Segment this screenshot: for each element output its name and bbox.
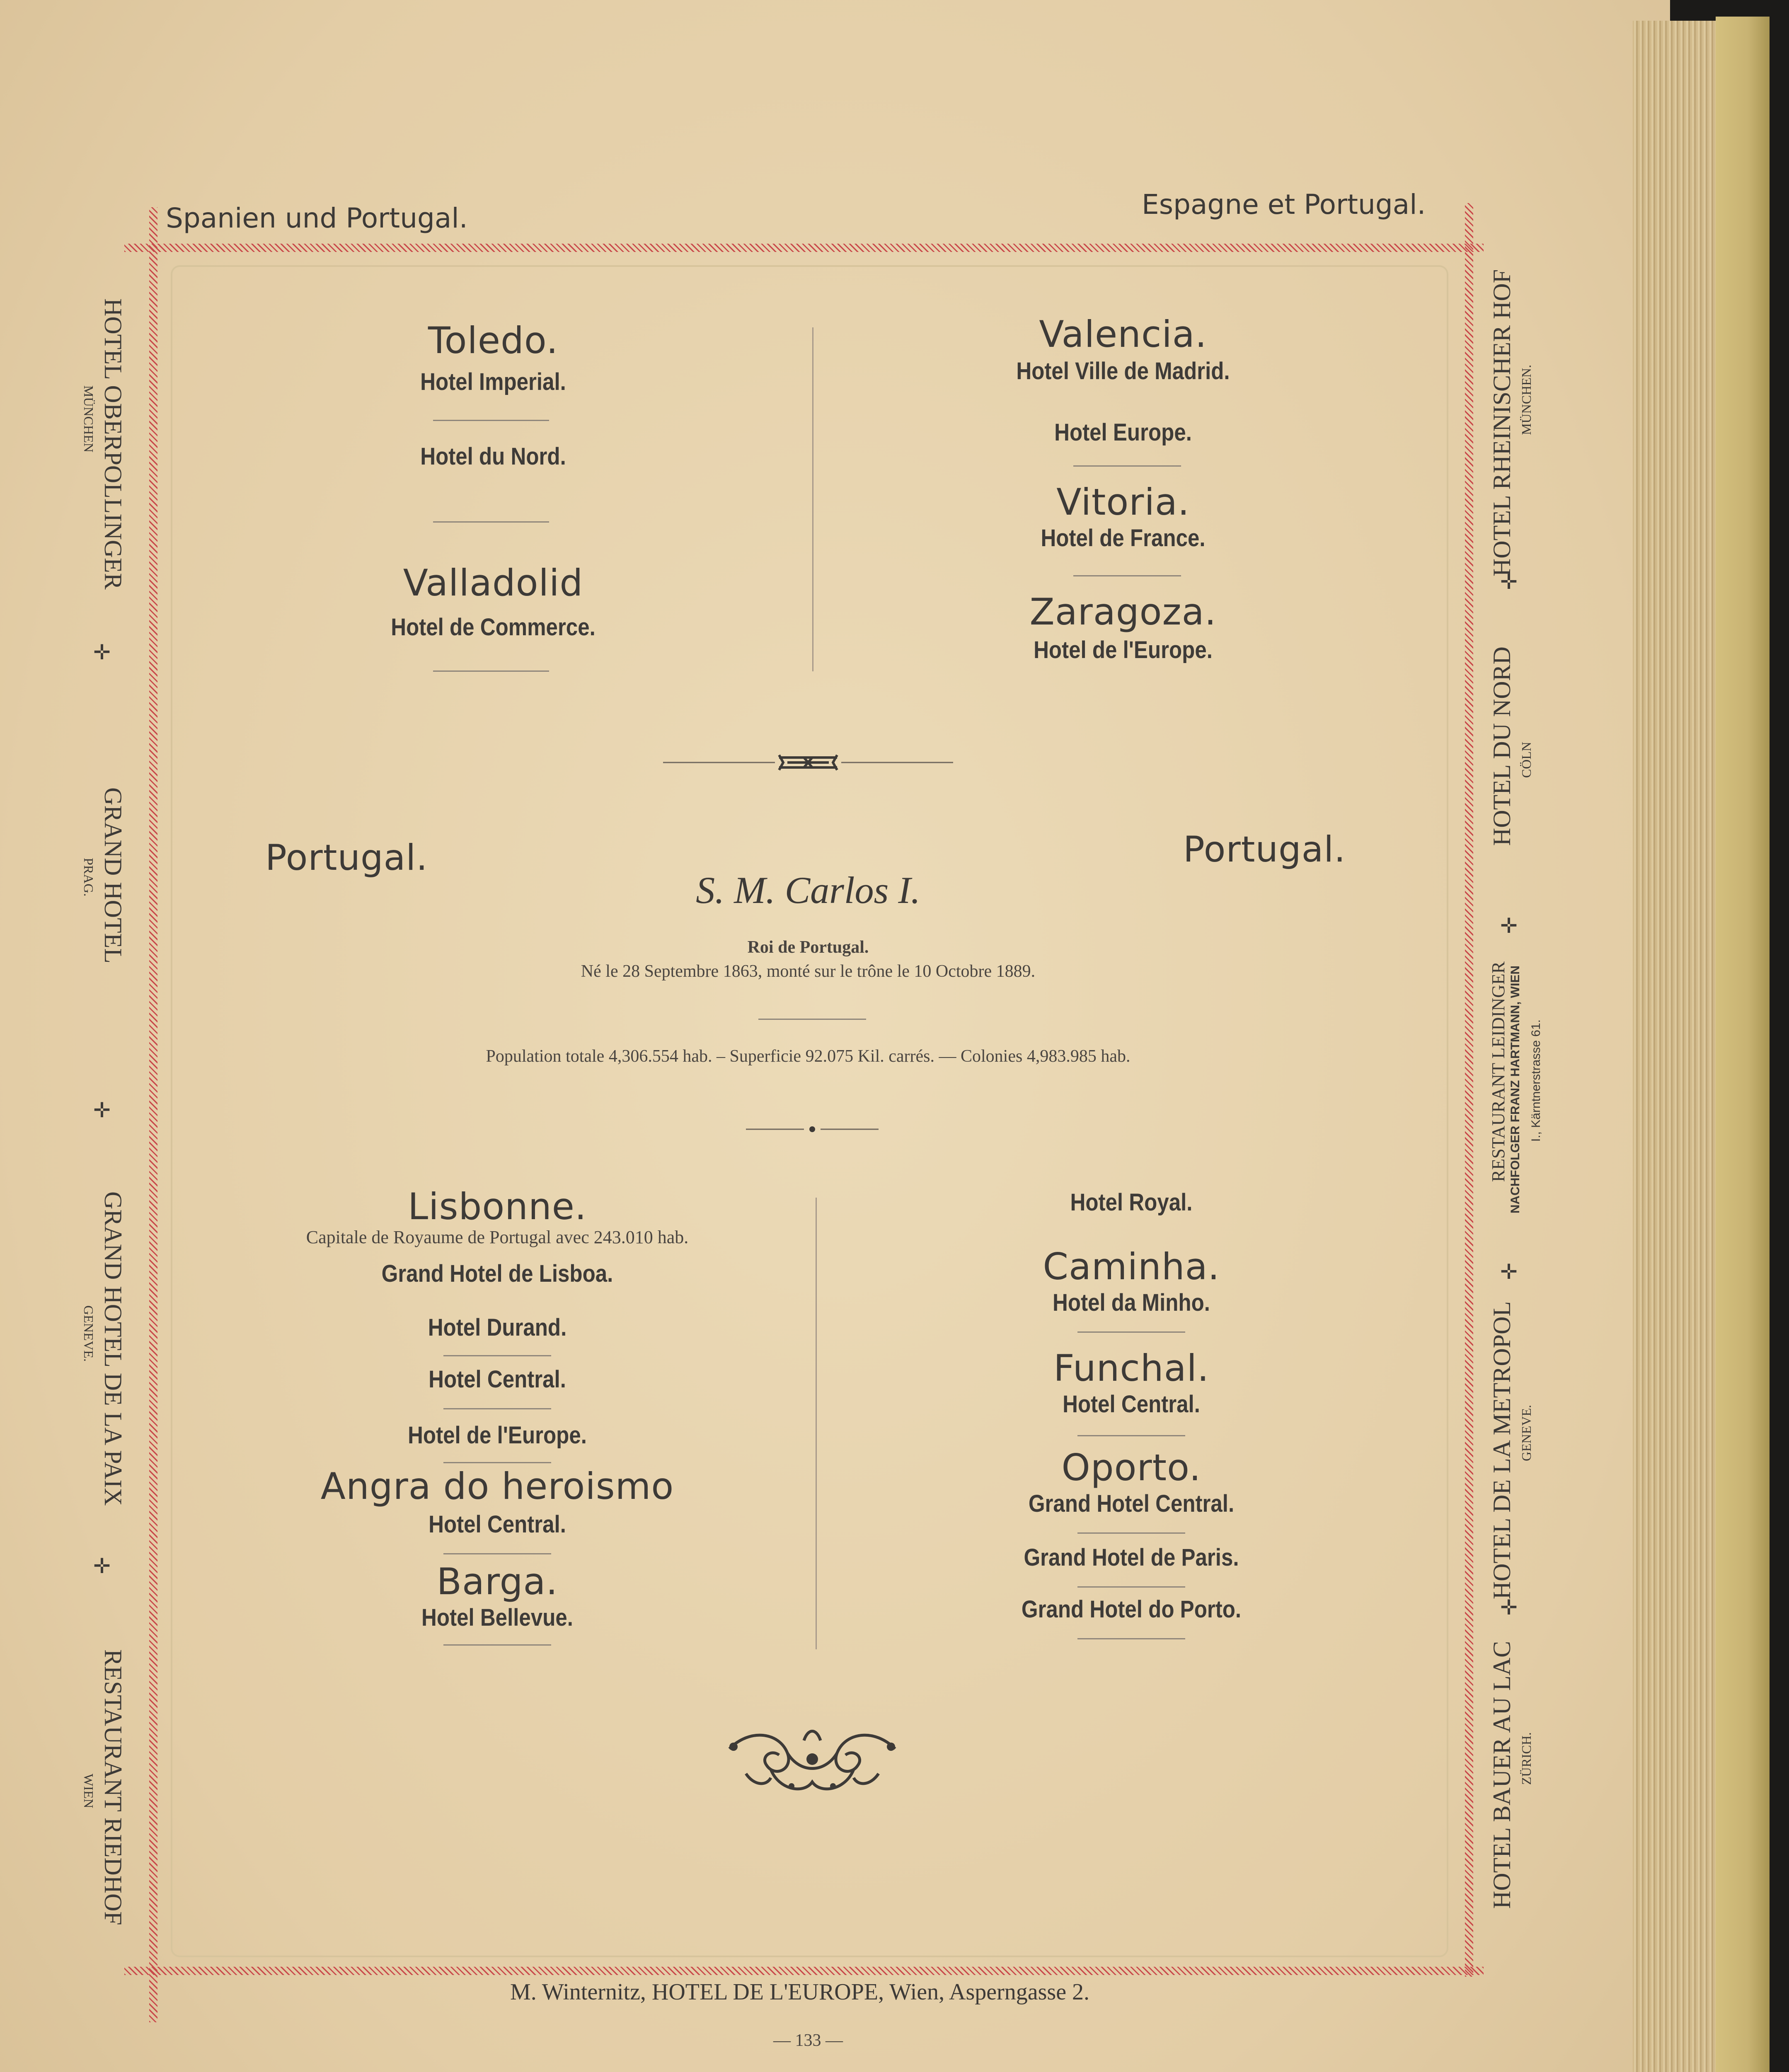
population-stats: Population totale 4,306.554 hab. – Superficie 92.075 Kil. carrés. — Colonies 4,983.985 hab.	[486, 1047, 1131, 1066]
frame-right	[1465, 203, 1473, 1977]
divider-rule	[443, 1553, 551, 1554]
frame-top	[124, 244, 1484, 252]
king-title: Roi de Portugal.	[747, 938, 869, 957]
city-valencia: Valencia.	[1039, 313, 1207, 356]
city-zaragoza: Zaragoza.	[1029, 591, 1217, 633]
ad-hotel-du-nord: HOTEL DU NORD	[1488, 646, 1515, 846]
hotel-entry: Hotel de l'Europe.	[408, 1422, 587, 1449]
hotel-entry: Grand Hotel Central.	[1028, 1490, 1235, 1517]
hotel-entry: Grand Hotel de Paris.	[1024, 1544, 1239, 1571]
lisbonne-note: Capitale de Royaume de Portugal avec 243.010 hab.	[306, 1227, 689, 1247]
hotel-entry: Grand Hotel do Porto.	[1021, 1596, 1242, 1623]
separator-cross-icon: ✛	[93, 1098, 111, 1122]
separator-cross-icon: ✛	[1500, 1260, 1518, 1284]
ad-paix-city: GENEVE.	[81, 1305, 96, 1362]
divider-rule	[433, 521, 549, 523]
header-right: Espagne et Portugal.	[1142, 189, 1426, 220]
decorative-vignette	[721, 1724, 903, 1798]
ad-oberpollinger-city: MÜNCHEN	[81, 385, 96, 453]
divider-rule	[1077, 1638, 1185, 1639]
divider-rule	[1077, 1435, 1185, 1436]
hotel-entry: Hotel de l'Europe.	[1034, 637, 1213, 663]
hotel-entry: Hotel Central.	[1063, 1391, 1200, 1418]
ad-leidinger-address: I., Kärntnerstrasse 61.	[1529, 1019, 1543, 1142]
separator-cross-icon: ✛	[93, 1554, 111, 1578]
hotel-entry: Hotel Central.	[428, 1366, 566, 1393]
hotel-entry: Hotel Durand.	[428, 1314, 567, 1341]
page-number: — 133 —	[773, 2031, 843, 2050]
ad-riedhof-city: WIEN	[81, 1774, 96, 1808]
hotel-entry: Hotel du Nord.	[420, 443, 566, 470]
divider-rule	[443, 1355, 551, 1356]
ad-hotel-de-la-metropol: HOTEL DE LA METROPOL	[1488, 1301, 1515, 1600]
king-dates: Né le 28 Septembre 1863, monté sur le trône le 10 Octobre 1889.	[581, 962, 1036, 981]
hotel-entry: Hotel Central.	[428, 1511, 566, 1538]
hotel-entry: Hotel de France.	[1041, 525, 1206, 552]
frame-left	[149, 207, 157, 2022]
hotel-entry: Hotel Bellevue.	[421, 1604, 573, 1631]
city-vitoria: Vitoria.	[1056, 481, 1190, 523]
ad-hotel-bauer-au-lac: HOTEL BAUER AU LAC	[1488, 1641, 1515, 1909]
ad-restaurant-leidinger: RESTAURANT LEIDINGER	[1488, 961, 1508, 1182]
ad-du-nord-city: CÖLN	[1519, 742, 1534, 778]
city-oporto: Oporto.	[1061, 1446, 1201, 1489]
divider-rule	[443, 1408, 551, 1409]
ad-grand-hotel-city: PRAG.	[81, 858, 96, 897]
divider-rule	[443, 1644, 551, 1646]
ad-metropol-city: GENEVE.	[1519, 1405, 1534, 1461]
city-toledo: Toledo.	[428, 319, 559, 362]
frame-bottom	[124, 1967, 1484, 1975]
ad-grand-hotel: GRAND HOTEL	[99, 787, 127, 963]
header-left: Spanien und Portugal.	[166, 202, 468, 234]
hotel-entry: Hotel Ville de Madrid.	[1016, 358, 1230, 385]
ad-rheinischer-hof-city: MÜNCHEN.	[1519, 365, 1534, 435]
publisher-line: M. Winternitz, HOTEL DE L'EUROPE, Wien, Asperngasse 2.	[510, 1979, 1090, 2005]
divider-rule	[1077, 1586, 1185, 1588]
ornament-divider	[663, 750, 953, 775]
city-barga: Barga.	[436, 1560, 558, 1603]
divider-rule	[758, 1019, 866, 1020]
ad-grand-hotel-de-la-paix: GRAND HOTEL DE LA PAIX	[99, 1191, 127, 1506]
ad-restaurant-riedhof: RESTAURANT RIEDHOF	[99, 1649, 127, 1925]
separator-cross-icon: ✛	[1500, 1595, 1518, 1619]
book-cover-edge	[1716, 17, 1770, 2072]
separator-cross-icon: ✛	[1500, 914, 1518, 938]
ad-hotel-rheinischer-hof: HOTEL RHEINISCHER HOF	[1488, 269, 1515, 577]
city-lisbonne: Lisbonne.	[408, 1185, 587, 1228]
page-edges	[1633, 21, 1716, 2072]
divider-rule	[1077, 1331, 1185, 1333]
divider-rule	[433, 670, 549, 672]
separator-cross-icon: ✛	[93, 640, 111, 664]
divider-rule	[443, 1462, 551, 1463]
small-ornament	[746, 1123, 879, 1135]
city-valladolid: Valladolid	[403, 562, 583, 604]
hotel-entry: Hotel Royal.	[1070, 1189, 1193, 1216]
hotel-entry: Hotel Imperial.	[420, 368, 566, 395]
city-angra-do-heroismo: Angra do heroismo	[320, 1465, 674, 1508]
column-divider	[812, 327, 813, 671]
label-portugal-left: Portugal.	[265, 837, 428, 879]
king-name: S. M. Carlos I.	[696, 869, 920, 911]
ad-bauer-au-lac-city: ZÜRICH.	[1519, 1732, 1534, 1785]
label-portugal-right: Portugal.	[1183, 829, 1346, 870]
divider-rule	[433, 420, 549, 421]
ad-hotel-oberpollinger: HOTEL OBERPOLLINGER	[99, 298, 127, 590]
ad-leidinger-successor: NACHFOLGER FRANZ HARTMANN, WIEN	[1508, 966, 1522, 1214]
separator-cross-icon: ✛	[1500, 570, 1518, 594]
divider-rule	[1077, 1532, 1185, 1534]
hotel-entry: Hotel da Minho.	[1053, 1289, 1210, 1316]
hotel-entry: Hotel Europe.	[1054, 419, 1192, 446]
city-caminha: Caminha.	[1043, 1245, 1220, 1288]
column-divider	[816, 1198, 817, 1649]
hotel-entry: Hotel de Commerce.	[391, 614, 596, 641]
divider-rule	[1073, 575, 1181, 576]
hotel-entry: Grand Hotel de Lisboa.	[381, 1260, 613, 1287]
divider-rule	[1073, 465, 1181, 467]
city-funchal: Funchal.	[1053, 1347, 1209, 1389]
